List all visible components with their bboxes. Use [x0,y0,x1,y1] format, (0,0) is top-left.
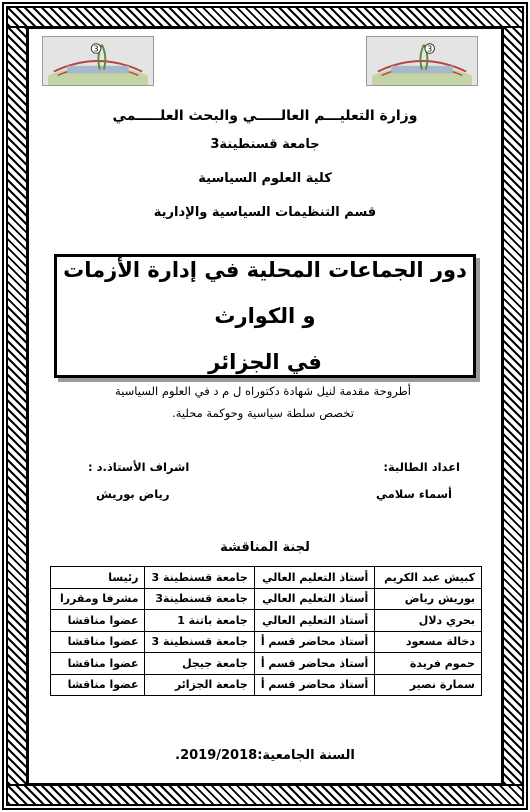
table-row [51,653,482,675]
university-name: جامعة قسنطينة3 [210,137,320,152]
committee-title: لجنة المناقشة [220,540,310,555]
thesis-title-line2: في الجزائر [208,350,322,374]
university-logo-left [42,36,154,86]
member-name: بوريش رياض [375,588,482,610]
thesis-degree-statement: أطروحة مقدمة لنيل شهادة دكتوراه ل م د في العلوم السياسية [115,384,411,398]
member-name: سمارة نصير [375,674,482,696]
chain-border-bottom [6,784,524,806]
thesis-title-line1: دور الجماعات المحلية في إدارة الأزمات و الكوارث [63,258,467,328]
member-rank: أستاذ التعليم العالي [254,610,374,632]
student-name: أسماء سلامي [376,487,452,501]
table-row [51,567,482,589]
member-institution: جامعة قسنطينة3 [145,588,254,610]
member-role: رئيسا [51,567,145,589]
ministry-name: وزارة التعليـــم العالـــــي والبحث العلـــــمي [112,108,418,124]
thesis-specialization: تخصص سلطة سياسية وحوكمة محلية. [172,406,354,420]
member-rank: أستاذ محاضر قسم أ [254,674,374,696]
member-rank: أستاذ محاضر قسم أ [254,631,374,653]
table-row [51,674,482,696]
chain-border-top [6,6,524,28]
university-logo-right [366,36,478,86]
thesis-title-box [54,254,476,378]
member-institution: جامعة قسنطينة 3 [145,567,254,589]
member-institution: جامعة باتنة 1 [145,610,254,632]
member-role: عضوا مناقشا [51,653,145,675]
chain-border-right [502,28,524,784]
chain-border-left [6,28,28,784]
member-name: حموم فريدة [375,653,482,675]
member-name: كبيش عبد الكريم [375,567,482,589]
member-rank: أستاذ التعليم العالي [254,567,374,589]
member-name: بحري دلال [375,610,482,632]
member-institution: جامعة جيجل [145,653,254,675]
logo-right-number: 3 [427,44,433,54]
member-role: عضوا مناقشا [51,674,145,696]
supervisor-name: رياض بوريش [96,487,170,501]
member-institution: جامعة قسنطينة 3 [145,631,254,653]
table-row [51,588,482,610]
supervisor-label: اشراف الأستاذ.د : [88,460,190,474]
prepared-by-label: اعداد الطالبة: [383,460,460,474]
table-row [51,631,482,653]
university-logo-left-image [43,37,153,85]
member-rank: أستاذ التعليم العالي [254,588,374,610]
department-name: قسم التنظيمات السياسية والإدارية [153,205,377,220]
logo-left-number: 3 [93,44,99,54]
committee-table [50,566,482,696]
member-role: مشرفا ومقررا [51,588,145,610]
table-row [51,610,482,632]
member-rank: أستاذ محاضر قسم أ [254,653,374,675]
member-role: عضوا مناقشا [51,610,145,632]
university-logo-right-image [367,37,477,85]
academic-year: السنة الجامعية:2019/2018. [175,748,355,763]
member-name: دخالة مسعود [375,631,482,653]
member-institution: جامعة الجزائر [145,674,254,696]
faculty-name: كلية العلوم السياسية [198,171,332,186]
member-role: عضوا مناقشا [51,631,145,653]
